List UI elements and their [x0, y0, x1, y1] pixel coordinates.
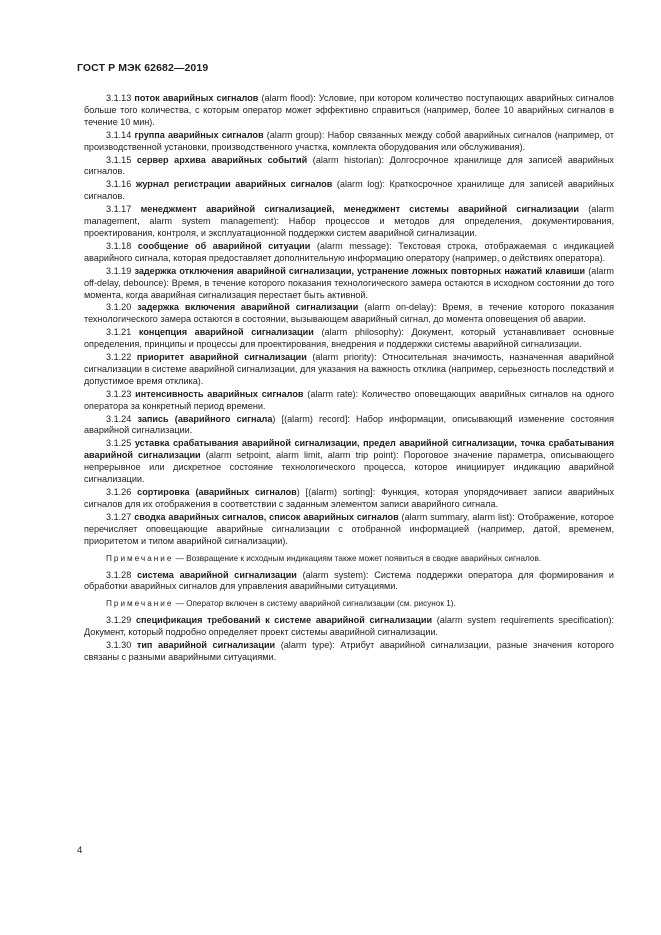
- definition-3-1-16: 3.1.16 журнал регистрации аварийных сигналов (alarm log): Краткосрочное хранилище для записей аварийных сигналов.: [84, 179, 615, 202]
- term: сообщение об аварийной ситуации: [137, 240, 311, 251]
- definition-3-1-15: 3.1.15 сервер архива аварийных событий (alarm historian): Долгосрочное хранилище для записей аварийных сигналов.: [84, 154, 614, 177]
- term: спецификация требований к системе аварийной сигнализации: [135, 615, 433, 626]
- definition-3-1-20: 3.1.20 задержка включения аварийной сигнализации (alarm on-delay): Время, в течение которого показания технологического замера остаются в состоянии, вызывающем аварийный сигнал, до момента оповещения об аварии.: [84, 302, 614, 325]
- definition-3-1-25: 3.1.25 уставка срабатывания аварийной сигнализации, предел аварийной сигнализации, точка срабатывания аварийной сигнализации (alarm setpoint, alarm limit, alarm trip point): Пороговое значение параметра, описывающего непрерывное или дискретное состояние технологического процесса, которое инициирует индикацию аварийной сигнализации.: [84, 438, 615, 485]
- note-1: Примечание — Возвращение к исходным индикациям также может появиться в сводке аварийных сигналов.: [106, 553, 542, 563]
- definition-3-1-19: 3.1.19 задержка отключения аварийной сигнализации, устранение ложных повторных нажатий клавиши (alarm off-delay, debounce): Время, в течение которого показания технологического замера остаются в исходном состоянии до того момента, когда аварийная сигнализация перестает быть активной.: [84, 265, 615, 300]
- term: запись (аварийного сигнала: [137, 413, 273, 424]
- definition-3-1-30: 3.1.30 тип аварийной сигнализации (alarm type): Атрибут аварийной сигнализации, разные значения которого связаны с разными аварийными ситуациями.: [84, 640, 614, 663]
- note-2: Примечание — Оператор включен в систему аварийной сигнализации (см. рисунок 1).: [106, 599, 456, 609]
- term: сервер архива аварийных событий: [136, 154, 308, 165]
- page-number: 4: [77, 845, 83, 856]
- term: журнал регистрации аварийных сигналов: [135, 179, 333, 190]
- definition-3-1-24: 3.1.24 запись (аварийного сигнала) [(alarm) record]: Набор информации, описывающий изменение состояния аварийной сигнализации.: [84, 413, 614, 436]
- term: уставка срабатывания аварийной сигнализации, предел аварийной сигнализации, точка срабатывания аварийной сигнализации: [84, 438, 614, 461]
- definition-3-1-18: 3.1.18 сообщение об аварийной ситуации (alarm message): Текстовая строка, отображаемая с индикацией аварийного сигнала, которая предоставляет дополнительную информацию оператору (например, о действиях оператора).: [84, 240, 614, 263]
- definition-3-1-26: 3.1.26 сортировка (аварийных сигналов) [(alarm) sorting]: Функция, которая упорядочивает записи аварийных сигналов для их отображения в соответствии с заданным элементом записи аварийного сигнала.: [84, 487, 614, 509]
- definition-3-1-29: 3.1.29 спецификация требований к системе аварийной сигнализации (alarm system requirements specification): Документ, который подробно определяет проект системы аварийной сигнализации.: [84, 615, 615, 638]
- definition-3-1-13: 3.1.13 поток аварийных сигналов (alarm flood): Условие, при котором количество поступающих аварийных сигналов больше того количества, с которым оператор может эффективно справиться (например, более 10 аварийных сигналов в течение 10 мин).: [84, 93, 614, 127]
- definition-3-1-14: 3.1.14 группа аварийных сигналов (alarm group): Набор связанных между собой аварийных сигналов (например, от производственной установки, производственного участка, комплекта оборудования или обслуживания).: [84, 129, 614, 152]
- term: концепция аварийной сигнализации: [138, 327, 314, 338]
- term: сводка аварийных сигналов, список аварийных сигналов: [134, 511, 399, 522]
- standard-header: ГОСТ Р МЭК 62682—2019: [77, 62, 209, 74]
- definitions-body: [84, 93, 614, 664]
- term: сортировка (аварийных сигналов: [137, 487, 297, 497]
- term: интенсивность аварийных сигналов: [135, 388, 304, 399]
- definition-3-1-23: 3.1.23 интенсивность аварийных сигналов (alarm rate): Количество оповещающих аварийных сигналов на одного оператора за конкретный период времени.: [84, 388, 614, 411]
- definition-3-1-17: 3.1.17 менеджмент аварийной сигнализацией, менеджмент системы аварийной сигнализации (alarm management, alarm system management): Набор процессов и методов для определения, документирования, проектирования, контроля, и эксплуатационной поддержки систем аварийной сигнализации.: [84, 204, 614, 238]
- note-label: Примечание: [106, 553, 174, 563]
- term: группа аварийных сигналов: [134, 129, 264, 140]
- term: поток аварийных сигналов: [134, 93, 259, 103]
- term: система аварийной сигнализации: [137, 569, 297, 580]
- term: тип аварийной сигнализации: [136, 640, 276, 651]
- definition-3-1-22: 3.1.22 приоритет аварийной сигнализации (alarm priority): Относительная значимость, назначенная аварийной сигнализации в системе аварийной сигнализации, для указания на важность отклика (например, серьезность последствий и допустимое время отклика).: [84, 352, 615, 386]
- note-label: Примечание: [106, 599, 174, 609]
- term: задержка включения аварийной сигнализации: [137, 302, 359, 313]
- term: менеджмент аварийной сигнализацией, менеджмент системы аварийной сигнализации: [140, 204, 579, 215]
- definition-3-1-27: 3.1.27 сводка аварийных сигналов, список аварийных сигналов (alarm summary, alarm list): Отображение, которое перечисляет оповещающие аварийные сигнализации с отобранной информацией (например, датой, временем, приоритетом и типом аварийной сигнализации).: [84, 511, 614, 546]
- definition-3-1-21: 3.1.21 концепция аварийной сигнализации (alarm philosophy): Документ, который устанавливает основные определения, принципы и процессы для проектирования, внедрения и поддержки системы аварийной сигнализации.: [84, 327, 614, 350]
- term: приоритет аварийной сигнализации: [136, 352, 307, 363]
- term: задержка отключения аварийной сигнализации, устранение ложных повторных нажатий клавиши: [134, 265, 586, 276]
- definition-3-1-28: 3.1.28 система аварийной сигнализации (alarm system): Система поддержки оператора для формирования и обработки аварийных сигналов для управления аварийными ситуациями.: [84, 569, 615, 592]
